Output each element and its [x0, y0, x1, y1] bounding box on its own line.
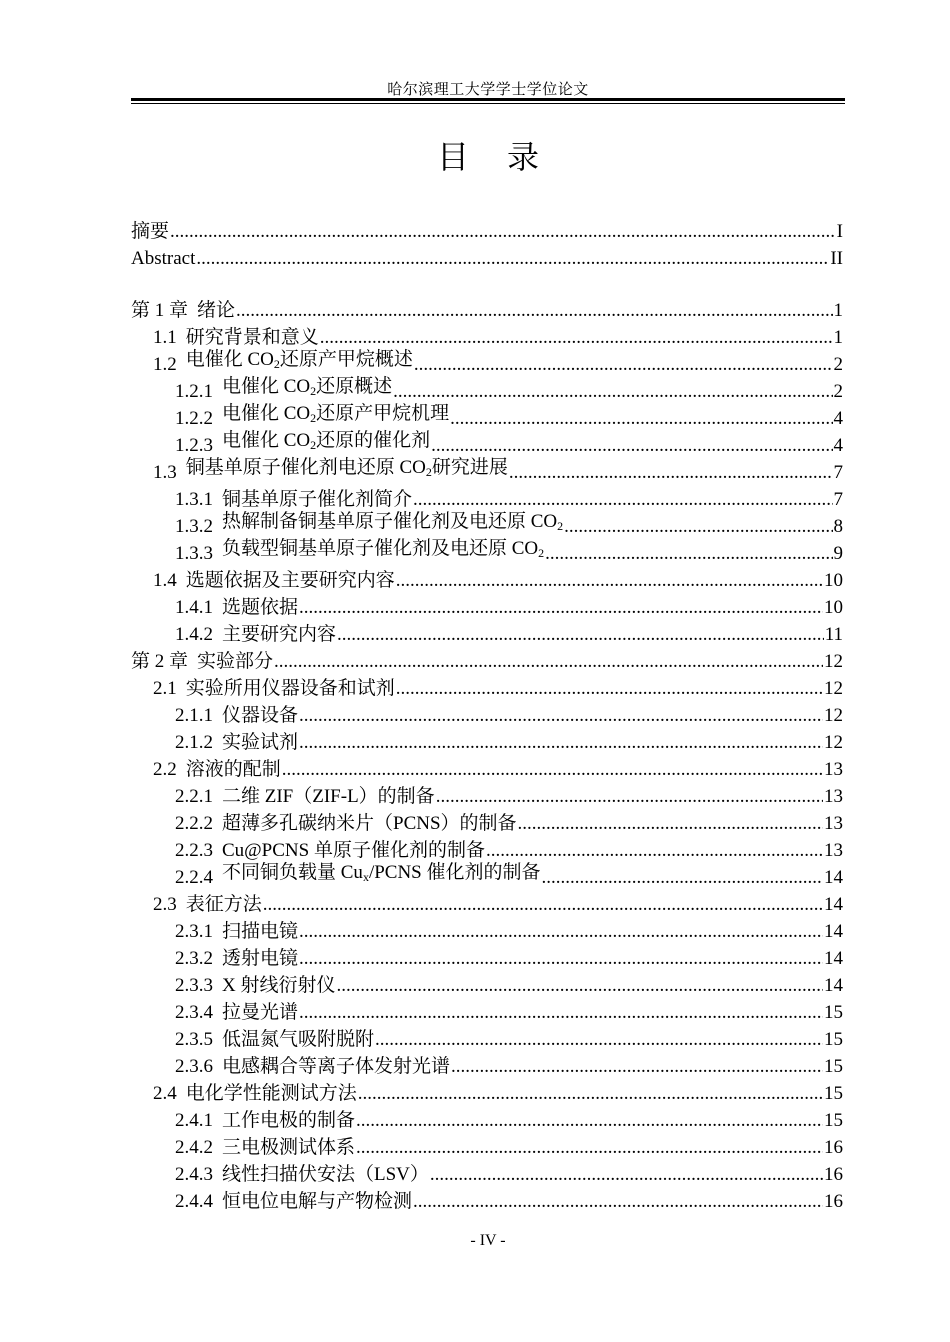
toc-leader — [356, 1107, 823, 1134]
toc-number: 2.2 — [153, 759, 177, 780]
toc-number: 1.4.2 — [175, 624, 213, 645]
toc-page-number: 13 — [824, 786, 843, 807]
toc-page-number: 12 — [824, 732, 843, 753]
toc-leader — [451, 1053, 823, 1080]
toc-number: 1.3.1 — [175, 489, 213, 510]
toc-label: 扫描电镜 — [222, 921, 299, 942]
toc-page-number: 15 — [824, 1110, 843, 1131]
toc-entry-2-2-4[interactable] — [131, 864, 843, 891]
toc-entry-1-3-3[interactable] — [131, 540, 843, 567]
toc-page-number: 14 — [824, 921, 843, 942]
toc-leader — [430, 1161, 823, 1188]
toc-number: 1.3.3 — [175, 543, 213, 564]
toc-label: 实验所用仪器设备和试剂 — [185, 678, 395, 699]
toc-leader — [337, 621, 824, 648]
toc-entry-1-4-2[interactable] — [131, 621, 843, 648]
toc-entry-2-4-4[interactable] — [131, 1188, 843, 1215]
toc-leader — [413, 1188, 823, 1215]
toc-label: 实验部分 — [197, 651, 274, 672]
toc-page-number: 1 — [833, 300, 843, 321]
toc-label: 电催化 $CO_2$还原产甲烷概述 — [185, 349, 413, 371]
toc-leader — [542, 864, 824, 891]
toc-leader — [396, 675, 823, 702]
toc-page-number: 4 — [833, 408, 843, 429]
toc-entry-abstract-en[interactable] — [131, 245, 843, 272]
toc-number: 2.3.1 — [175, 921, 213, 942]
toc-page-number: 15 — [824, 1029, 843, 1050]
toc-label: 不同铜负载量 $Cu_x$/PCNS 催化剂的制备 — [222, 862, 541, 884]
toc-leader — [282, 756, 823, 783]
toc-number: 2.1.1 — [175, 705, 213, 726]
toc-page-number: 12 — [824, 705, 843, 726]
toc-leader — [170, 218, 836, 245]
toc-number: 2.3.5 — [175, 1029, 213, 1050]
toc-leader — [518, 810, 823, 837]
toc-label: Abstract — [131, 248, 196, 269]
toc-label: 主要研究内容 — [222, 624, 337, 645]
toc-label: 三电极测试体系 — [222, 1137, 356, 1158]
toc-page-number: 15 — [824, 1056, 843, 1077]
toc-label: 实验试剂 — [222, 732, 299, 753]
toc-leader — [356, 1134, 823, 1161]
toc-leader — [299, 945, 823, 972]
toc-number: 2.4 — [153, 1083, 177, 1104]
toc-number: 2.2.2 — [175, 813, 213, 834]
toc-page-number: 2 — [833, 354, 843, 375]
toc-entry-1-4-1[interactable] — [131, 594, 843, 621]
toc-label: Cu@PCNS 单原子催化剂的制备 — [222, 840, 485, 861]
toc-label: 超薄多孔碳纳米片（PCNS）的制备 — [222, 813, 517, 834]
toc-page-number: 16 — [824, 1137, 843, 1158]
toc-entry-1-4[interactable] — [131, 567, 843, 594]
toc-page-number: 13 — [824, 840, 843, 861]
toc-label: 电催化 $CO_2$还原产甲烷机理 — [222, 403, 450, 425]
toc-label: 线性扫描伏安法（LSV） — [222, 1164, 429, 1185]
toc-entry-2-2-2[interactable] — [131, 810, 843, 837]
toc-number: 2.2.4 — [175, 867, 213, 888]
toc-entry-2-4-1[interactable] — [131, 1107, 843, 1134]
toc-label: 铜基单原子催化剂电还原 $CO_2$研究进展 — [185, 457, 508, 479]
page-footer-number: - IV - — [470, 1232, 506, 1249]
toc-number: 2.4.4 — [175, 1191, 213, 1212]
toc-page-number: 11 — [824, 624, 843, 645]
table-of-contents — [131, 218, 843, 1215]
toc-label: 热解制备铜基单原子催化剂及电还原 $CO_2$ — [222, 511, 564, 533]
toc-entry-2-4[interactable] — [131, 1080, 843, 1107]
toc-label: 铜基单原子催化剂简介 — [222, 489, 413, 510]
toc-page-number: 14 — [824, 867, 843, 888]
toc-label: 电感耦合等离子体发射光谱 — [222, 1056, 451, 1077]
toc-number: 2.4.1 — [175, 1110, 213, 1131]
toc-page-number: 8 — [833, 516, 843, 537]
toc-label: 电催化 $CO_2$还原的催化剂 — [222, 430, 431, 452]
toc-entry-2-2[interactable] — [131, 756, 843, 783]
toc-label: 二维 ZIF（ZIF-L）的制备 — [222, 786, 435, 807]
toc-entry-2-3-5[interactable] — [131, 1026, 843, 1053]
toc-page-number: 10 — [824, 597, 843, 618]
toc-leader — [396, 567, 823, 594]
toc-label: 溶液的配制 — [185, 759, 281, 780]
toc-leader — [509, 459, 833, 486]
toc-page-number: 7 — [833, 462, 843, 483]
toc-label: X 射线衍射仪 — [222, 975, 336, 996]
toc-label: 选题依据及主要研究内容 — [185, 570, 395, 591]
toc-entry-chapter-1[interactable] — [131, 297, 843, 324]
toc-number: 1.1 — [153, 327, 177, 348]
toc-entry-2-3-1[interactable] — [131, 918, 843, 945]
toc-number: 2.3.3 — [175, 975, 213, 996]
toc-entry-2-1-2[interactable] — [131, 729, 843, 756]
toc-label: 拉曼光谱 — [222, 1002, 299, 1023]
toc-page-number: 16 — [824, 1191, 843, 1212]
toc-number: 2.3.2 — [175, 948, 213, 969]
toc-number: 2.4.3 — [175, 1164, 213, 1185]
toc-page-number: 1 — [833, 327, 843, 348]
toc-page-number: 15 — [824, 1083, 843, 1104]
toc-page-number: 14 — [824, 894, 843, 915]
toc-entry-2-4-3[interactable] — [131, 1161, 843, 1188]
toc-leader — [274, 648, 823, 675]
toc-page-number: 13 — [824, 813, 843, 834]
toc-label: 表征方法 — [185, 894, 262, 915]
toc-page-number: 15 — [824, 1002, 843, 1023]
toc-page-number: 9 — [833, 543, 843, 564]
toc-number: 1.2.2 — [175, 408, 213, 429]
toc-number: 1.2.3 — [175, 435, 213, 456]
toc-label: 透射电镜 — [222, 948, 299, 969]
toc-label: 恒电位电解与产物检测 — [222, 1191, 413, 1212]
toc-page-number: 14 — [824, 975, 843, 996]
toc-number: 1.3 — [153, 462, 177, 483]
toc-label: 电化学性能测试方法 — [185, 1083, 357, 1104]
toc-leader — [564, 513, 832, 540]
toc-leader — [393, 378, 832, 405]
toc-leader — [336, 972, 823, 999]
toc-number: 2.1.2 — [175, 732, 213, 753]
toc-leader — [375, 1026, 823, 1053]
toc-entry-2-3[interactable] — [131, 891, 843, 918]
toc-label: 选题依据 — [222, 597, 299, 618]
toc-entry-2-3-6[interactable] — [131, 1053, 843, 1080]
toc-entry-2-3-3[interactable] — [131, 972, 843, 999]
toc-leader — [299, 729, 823, 756]
toc-leader — [299, 918, 823, 945]
toc-number: 1.4 — [153, 570, 177, 591]
toc-leader — [414, 351, 833, 378]
toc-page-number: 4 — [833, 435, 843, 456]
toc-page-number: 7 — [833, 489, 843, 510]
toc-number: 1.2.1 — [175, 381, 213, 402]
toc-number: 第 2 章 — [131, 651, 189, 672]
toc-label: 工作电极的制备 — [222, 1110, 356, 1131]
toc-label: 仪器设备 — [222, 705, 299, 726]
toc-leader — [436, 783, 823, 810]
toc-page-number: 2 — [833, 381, 843, 402]
toc-leader — [545, 540, 832, 567]
toc-number: 1.4.1 — [175, 597, 213, 618]
toc-page-number: 16 — [824, 1164, 843, 1185]
toc-page-number: 12 — [824, 651, 843, 672]
toc-leader — [263, 891, 823, 918]
toc-entry-2-3-2[interactable] — [131, 945, 843, 972]
toc-entry-chapter-2[interactable] — [131, 648, 843, 675]
toc-number: 2.4.2 — [175, 1137, 213, 1158]
toc-leader — [358, 1080, 823, 1107]
toc-label: 电催化 $CO_2$还原概述 — [222, 376, 393, 398]
toc-entry-1-3[interactable] — [131, 459, 843, 486]
toc-label: 研究背景和意义 — [185, 327, 319, 348]
toc-page-number: I — [836, 221, 843, 242]
toc-number: 2.1 — [153, 678, 177, 699]
toc-number: 2.2.3 — [175, 840, 213, 861]
toc-page-number: 12 — [824, 678, 843, 699]
toc-leader — [196, 245, 829, 272]
toc-label: 绪论 — [197, 300, 236, 321]
header-rule-thick — [131, 98, 845, 101]
toc-leader — [299, 702, 823, 729]
toc-number: 2.3 — [153, 894, 177, 915]
toc-number: 2.2.1 — [175, 786, 213, 807]
toc-entry-2-2-1[interactable] — [131, 783, 843, 810]
toc-entry-abstract-cn[interactable] — [131, 218, 843, 245]
toc-leader — [299, 999, 823, 1026]
toc-leader — [299, 594, 823, 621]
toc-page-number: 13 — [824, 759, 843, 780]
toc-title: 目录 — [436, 138, 577, 176]
toc-leader — [236, 297, 832, 324]
toc-entry-2-3-4[interactable] — [131, 999, 843, 1026]
toc-page-number: II — [830, 248, 843, 269]
toc-entry-2-1-1[interactable] — [131, 702, 843, 729]
toc-page-number: 14 — [824, 948, 843, 969]
toc-number: 2.3.4 — [175, 1002, 213, 1023]
toc-number: 1.3.2 — [175, 516, 213, 537]
toc-label: 摘要 — [131, 221, 170, 242]
header-rule-thin — [131, 103, 845, 104]
toc-label: 负载型铜基单原子催化剂及电还原 $CO_2$ — [222, 538, 545, 560]
toc-page-number: 10 — [824, 570, 843, 591]
toc-label: 低温氮气吸附脱附 — [222, 1029, 375, 1050]
running-header: 哈尔滨理工大学学士学位论文 — [387, 82, 589, 98]
toc-entry-2-4-2[interactable] — [131, 1134, 843, 1161]
toc-entry-2-1[interactable] — [131, 675, 843, 702]
toc-number: 第 1 章 — [131, 300, 189, 321]
toc-number: 2.3.6 — [175, 1056, 213, 1077]
toc-number: 1.2 — [153, 354, 177, 375]
toc-leader — [450, 405, 832, 432]
